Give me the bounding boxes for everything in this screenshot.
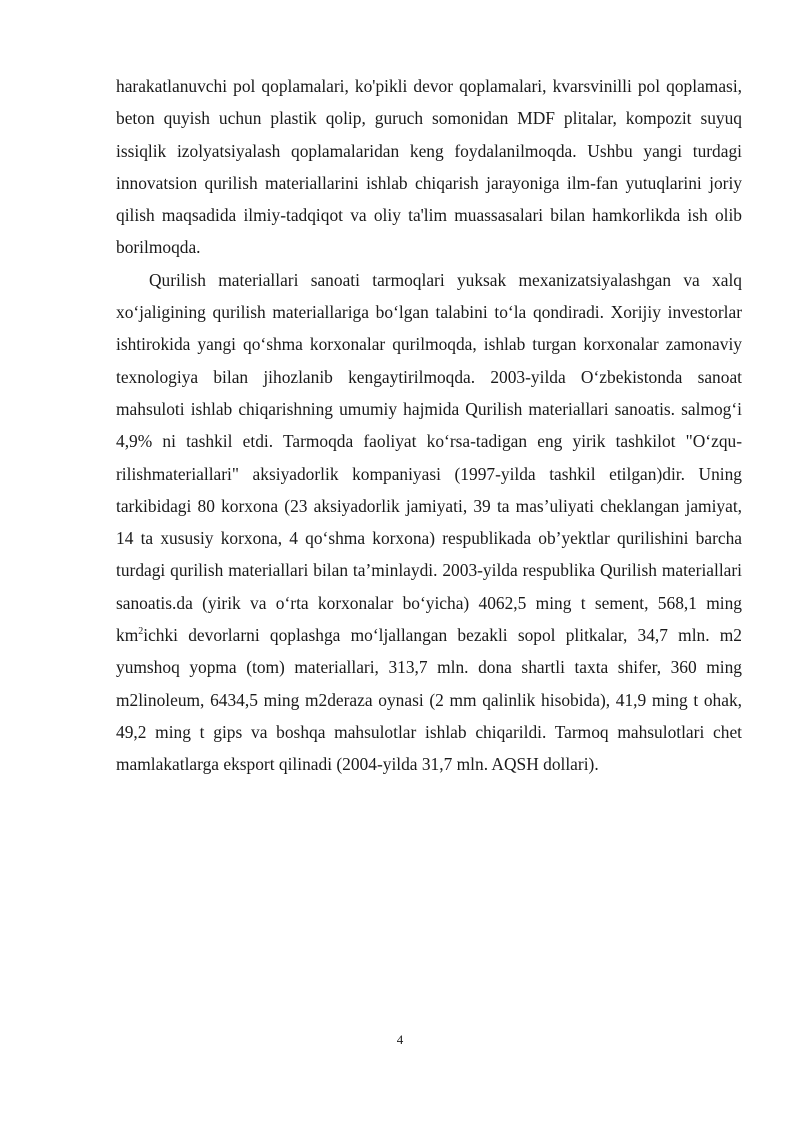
paragraph-1: harakatlanuvchi pol qoplamalari, ko'pikli devor qoplamalari, kvarsvinilli pol qoplamasi, beton quyish uchun plastik qolip, guruch somonidan MDF plitalar, kompozit suyuq issiqlik izolyatsiyalash qoplamalaridan keng foydalanilmoqda. Ushbu yangi turdagi innovatsion qurilish materiallarini ishlab chiqarish jarayoniga ilm-fan yutuqlarini joriy qilish maqsadida ilmiy-tadqiqot va oliy ta'lim muassasalari bilan hamkorlikda ish olib borilmoqda. — [116, 76, 742, 258]
body-text — [116, 70, 742, 781]
page-number: 4 — [396, 1032, 404, 1047]
paragraph-2 — [116, 264, 742, 781]
paragraph-2-text-end: ichki devorlarni qoplashga mo‘ljallangan bezakli sopol plitkalar, 34,7 mln. m2 yumshoq yopma (tom) materiallari, 313,7 mln. dona shartli taxta shifer, 360 ming m2linoleum, 6434,5 ming m2deraza oynasi (2 mm qalinlik hisobida), 41,9 ming t ohak, 49,2 ming t gips va boshqa mahsulotlar ishlab chiqarildi. Tarmoq mahsulotlari chet mamlakatlarga eksport qilinadi (2004-yilda 31,7 mln. AQSH dollari). — [116, 625, 742, 775]
superscript-2: 2 — [138, 626, 144, 638]
paragraph-2-text-start: Qurilish materiallari sanoati tarmoqlari yuksak mexanizatsiyalashgan va xalq xo‘jaligining qurilish materiallariga bo‘lgan talabini to‘la qondiradi. Xorijiy investorlar ishtirokida yangi qo‘shma korxonalar qurilmoqda, ishlab turgan korxonalar zamonaviy texnologiya bilan jihozlanib kengaytirilmoqda. 2003-yilda O‘zbekistonda sanoat mahsuloti ishlab chiqarishning umumiy hajmida Qurilish materiallari sanoatis. salmog‘i 4,9% ni tashkil etdi. Tarmoqda faoliyat ko‘rsa-tadigan eng yirik tashkilot "O‘zqu-rilishmateriallari" aksiyadorlik kompaniyasi (1997-yilda tashkil etilgan)dir. Uning tarkibidagi 80 korxona (23 aksiyadorlik jamiyati, 39 ta mas’uliyati cheklangan jamiyat, 14 ta xususiy korxona, 4 qo‘shma korxona) respublikada ob’yektlar qurilishini barcha turdagi qurilish materiallari bilan ta’minlaydi. 2003-yilda respublika Qurilish materiallari sanoatis.da (yirik va o‘rta korxonalar bo‘yicha) 4062,5 ming t sement, 568,1 ming km — [116, 269, 742, 646]
